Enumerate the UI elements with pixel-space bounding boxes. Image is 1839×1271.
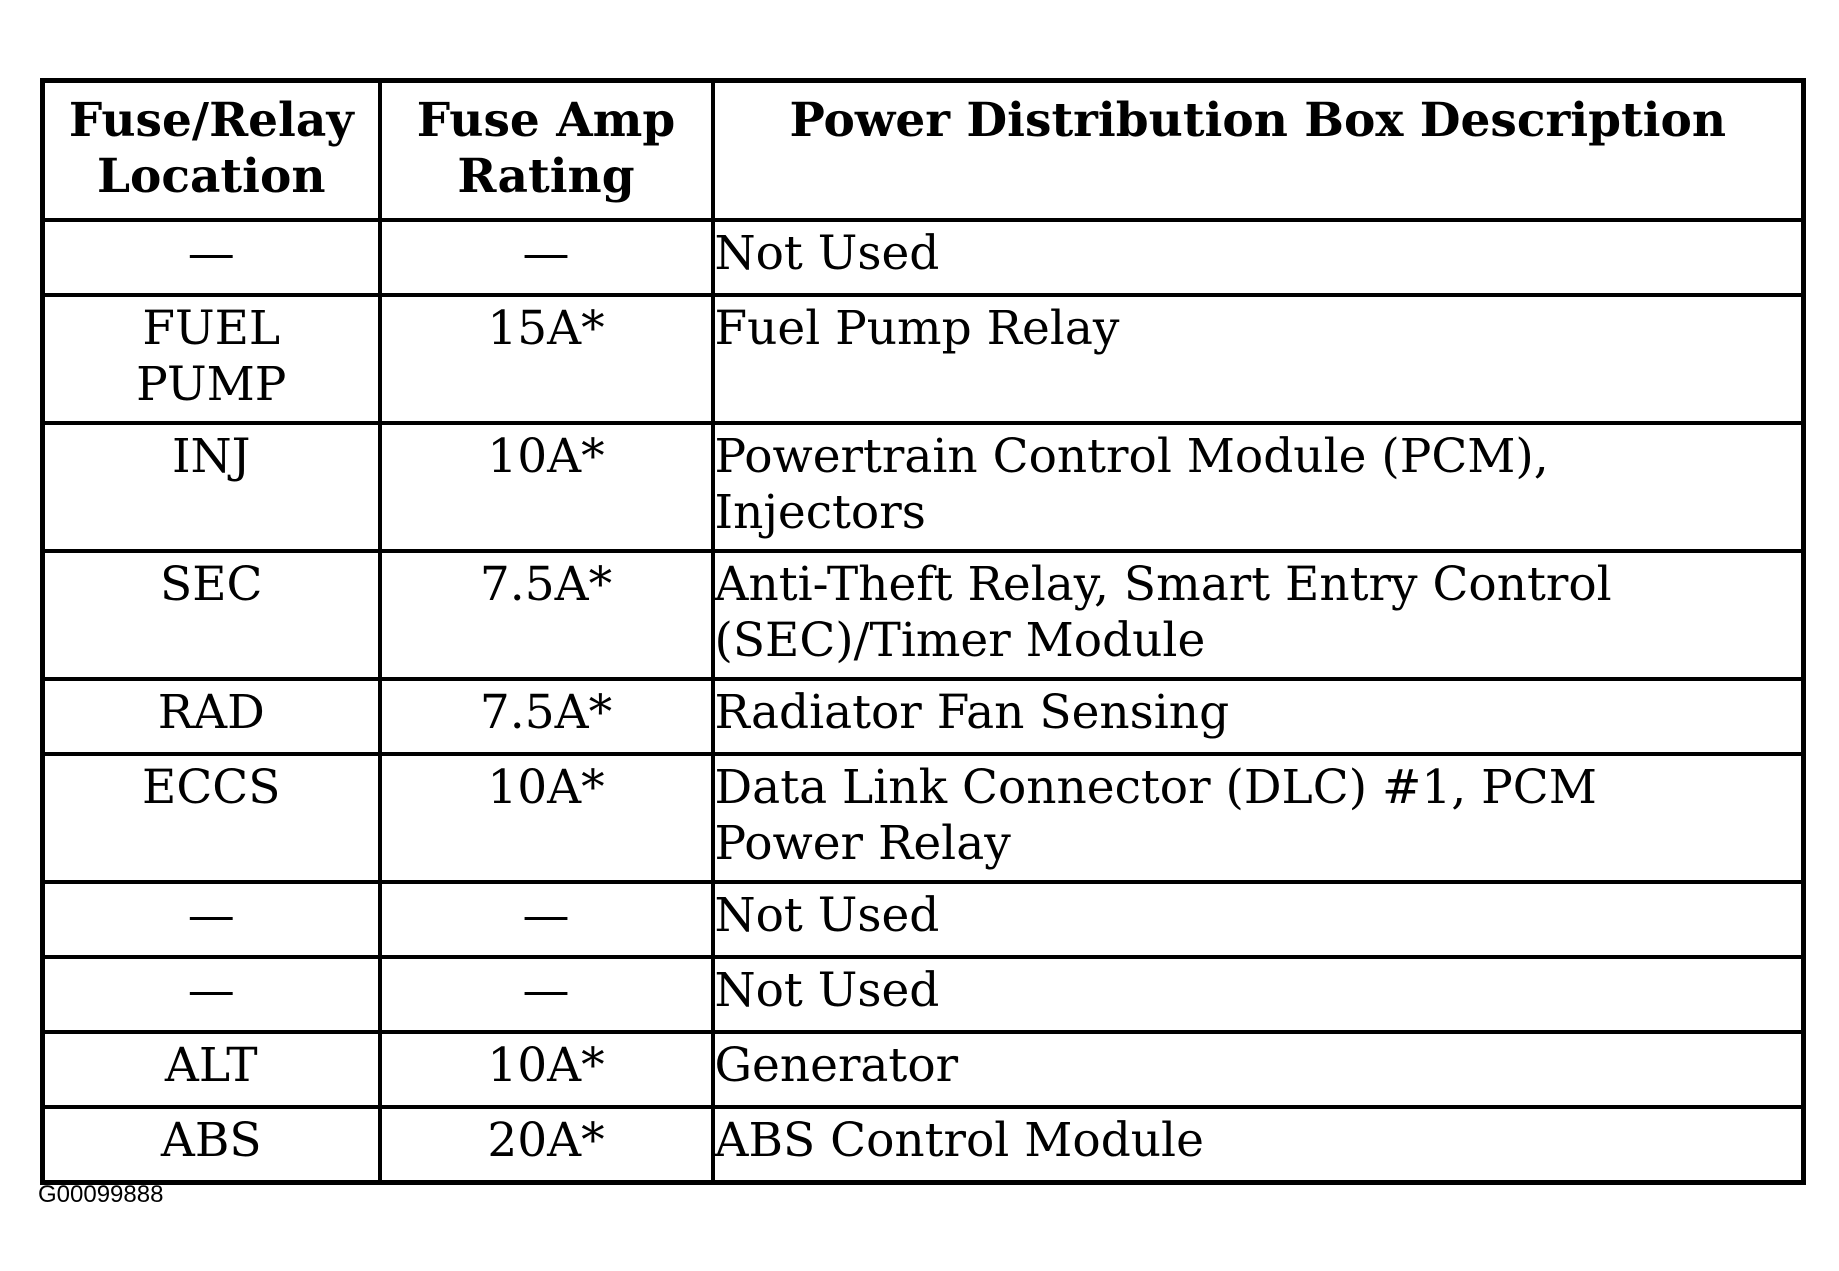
header-location [43, 81, 380, 221]
cell-description-line: (SEC)/Timer Module [714, 613, 1206, 668]
cell-location [43, 679, 380, 754]
fuse-relay-table [40, 78, 1806, 1185]
cell-description [713, 1032, 1804, 1107]
cell-amp-rating [380, 551, 713, 679]
cell-description [713, 679, 1804, 754]
cell-description [713, 295, 1804, 423]
cell-description-line: Data Link Connector (DLC) #1, PCM [714, 760, 1597, 815]
table-row [43, 679, 1804, 754]
cell-amp-value: — [522, 963, 570, 1018]
cell-amp-value: 20A* [487, 1113, 605, 1168]
cell-description [713, 220, 1804, 295]
cell-location-line: — [187, 963, 235, 1018]
cell-description-line: Not Used [714, 226, 940, 281]
header-row [43, 81, 1804, 221]
cell-amp-value: 15A* [487, 301, 605, 356]
cell-amp-value: — [522, 888, 570, 943]
cell-location-line: ECCS [142, 760, 281, 815]
cell-amp-rating [380, 754, 713, 882]
cell-amp-rating [380, 220, 713, 295]
cell-location-line: INJ [171, 429, 251, 484]
cell-description-line: Powertrain Control Module (PCM), [714, 429, 1549, 484]
cell-location [43, 1032, 380, 1107]
figure-code: G00099888 [38, 1181, 164, 1208]
cell-amp-rating [380, 295, 713, 423]
cell-description-line: Not Used [714, 888, 940, 943]
cell-amp-value: 10A* [487, 1038, 605, 1093]
table-body [43, 220, 1804, 1183]
table-row [43, 551, 1804, 679]
cell-description-line: Generator [714, 1038, 959, 1093]
table-row [43, 423, 1804, 551]
table-row [43, 754, 1804, 882]
cell-amp-value: 7.5A* [479, 557, 613, 612]
cell-amp-rating [380, 679, 713, 754]
cell-amp-rating [380, 423, 713, 551]
header-location-line: Location [96, 149, 326, 204]
cell-location-line: — [187, 226, 235, 281]
cell-location [43, 1107, 380, 1183]
cell-amp-value: 10A* [487, 429, 605, 484]
cell-description-line: Not Used [714, 963, 940, 1018]
table-row [43, 882, 1804, 957]
cell-description [713, 551, 1804, 679]
table-row [43, 957, 1804, 1032]
cell-description-line: Anti-Theft Relay, Smart Entry Control [714, 557, 1612, 612]
cell-location-line: ABS [160, 1113, 262, 1168]
cell-description-line: Radiator Fan Sensing [714, 685, 1230, 740]
cell-location [43, 423, 380, 551]
cell-amp-rating [380, 882, 713, 957]
cell-description-line: Injectors [714, 485, 926, 540]
cell-amp-rating [380, 957, 713, 1032]
table-row [43, 295, 1804, 423]
header-amp-rating [380, 81, 713, 221]
table-row [43, 1032, 1804, 1107]
cell-location [43, 957, 380, 1032]
cell-description [713, 423, 1804, 551]
cell-amp-value: 7.5A* [479, 685, 613, 740]
cell-description-line: ABS Control Module [714, 1113, 1204, 1168]
cell-location-line: SEC [160, 557, 263, 612]
table-row [43, 1107, 1804, 1183]
cell-amp-rating [380, 1107, 713, 1183]
cell-amp-value: — [522, 226, 570, 281]
cell-description [713, 754, 1804, 882]
table-row [43, 220, 1804, 295]
header-location-line: Fuse/Relay [68, 93, 354, 148]
cell-location-line: — [187, 888, 235, 943]
cell-location [43, 295, 380, 423]
cell-location [43, 220, 380, 295]
cell-description-line: Fuel Pump Relay [714, 301, 1120, 356]
cell-amp-rating [380, 1032, 713, 1107]
header-description-line: Power Distribution Box Description [789, 93, 1727, 148]
header-amp-line: Rating [457, 149, 635, 204]
cell-description [713, 882, 1804, 957]
cell-description-line: Power Relay [714, 816, 1011, 871]
cell-description [713, 957, 1804, 1032]
cell-location-line: PUMP [136, 357, 287, 412]
cell-description [713, 1107, 1804, 1183]
cell-location [43, 882, 380, 957]
cell-location-line: ALT [164, 1038, 258, 1093]
cell-amp-value: 10A* [487, 760, 605, 815]
header-amp-line: Fuse Amp [416, 93, 676, 148]
cell-location-line: RAD [157, 685, 265, 740]
cell-location [43, 551, 380, 679]
header-description [713, 81, 1804, 221]
cell-location-line: FUEL [142, 301, 281, 356]
cell-location [43, 754, 380, 882]
